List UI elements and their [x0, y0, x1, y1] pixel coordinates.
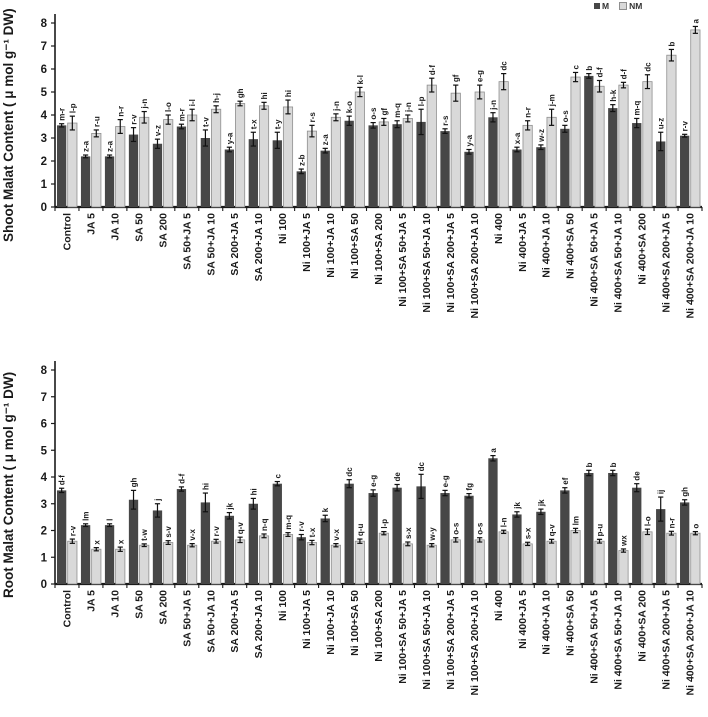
bar-m [249, 504, 258, 584]
bar-nm [68, 541, 77, 584]
bar-m [488, 117, 497, 207]
sig-letter: l-o [643, 516, 653, 527]
category-label: Ni 400+JA 10 [540, 213, 553, 278]
y-tick-label: 0 [40, 202, 47, 215]
bar-m [177, 489, 186, 584]
y-tick-label: 6 [40, 64, 47, 77]
sig-letter: z-a [321, 134, 331, 146]
sig-letter: a [488, 448, 498, 453]
sig-letter: gh [236, 88, 246, 99]
y-tick-label: 1 [40, 179, 47, 192]
bar-m [392, 488, 401, 584]
bar-nm [331, 117, 340, 207]
legend-item-nm [619, 1, 642, 11]
bar-m [464, 496, 473, 584]
sig-letter: dc [499, 61, 509, 71]
bar-m [177, 127, 186, 208]
legend-label-m: M [602, 1, 610, 11]
sig-letter: j-n [403, 102, 413, 112]
sig-letter: t-x [307, 527, 317, 538]
bar-m [345, 484, 354, 584]
sig-letter: d-f [57, 475, 67, 486]
sig-letter: de [632, 471, 642, 481]
sig-letter: y-a [225, 132, 235, 145]
bar-m [105, 525, 114, 584]
bar-nm [619, 85, 628, 207]
bar-nm [116, 549, 125, 584]
sig-letter: l-p [68, 103, 78, 114]
bar-m [512, 150, 521, 208]
bar-m [57, 125, 66, 207]
bar-m [680, 502, 689, 584]
category-label: Ni 100+SA 50+JA 10 [420, 590, 433, 690]
category-label: JA 5 [85, 590, 98, 612]
bar-m [512, 514, 521, 584]
bar-m [297, 171, 306, 207]
sig-letter: m-r [177, 108, 187, 122]
bar-m [488, 458, 497, 584]
y-tick-label: 7 [40, 391, 47, 404]
y-tick-label: 5 [40, 445, 47, 458]
sig-letter: m-q [393, 103, 403, 118]
bar-nm [92, 549, 101, 584]
sig-letter: h-j [212, 93, 222, 103]
sig-letter: dc [417, 461, 427, 472]
bar-m [584, 473, 593, 584]
bar-nm [523, 544, 532, 584]
bar-nm [92, 133, 101, 207]
bar-m [560, 490, 569, 584]
category-label: Control [61, 213, 74, 251]
sig-letter: e-g [441, 475, 451, 488]
sig-letter: m-q [283, 514, 293, 530]
sig-letter: ef [560, 477, 570, 485]
bar-m [632, 123, 641, 207]
sig-letter: l [105, 518, 115, 521]
bar-nm [307, 131, 316, 207]
y-tick-label: 5 [40, 87, 47, 100]
category-label: Ni 400+SA 200+JA 10 [684, 213, 697, 319]
sig-letter: d-f [177, 473, 187, 484]
root-y-axis-title: Root Malat Content ( μ mol g⁻¹ DW) [1, 371, 16, 599]
category-label: SA 50 [133, 213, 146, 242]
bar-nm [691, 533, 700, 584]
sig-letter: n-q [260, 518, 270, 531]
bar-m [680, 136, 689, 207]
bar-m [153, 510, 162, 584]
bar-m [105, 156, 114, 207]
m-series-swatch-icon [594, 3, 600, 9]
bar-nm [667, 55, 676, 207]
category-label: SA 200 [157, 213, 170, 248]
category-label: Ni 400+SA 200 [636, 590, 649, 662]
bar-nm [523, 125, 532, 207]
bar-m [81, 525, 90, 584]
sig-letter: ij [656, 489, 666, 495]
nm-series-swatch-icon [619, 2, 627, 10]
sig-letter: r-v [212, 526, 222, 537]
category-label: JA 10 [109, 590, 122, 618]
y-tick-label: 3 [40, 498, 47, 511]
bar-nm [379, 533, 388, 584]
bar-nm [475, 92, 484, 207]
category-label: Ni 400+SA 50+JA 5 [588, 213, 601, 307]
sig-letter: hi [283, 89, 293, 98]
sig-letter: q-v [547, 524, 557, 537]
sig-letter: gh [680, 486, 690, 497]
category-label: Ni 100+JA 10 [325, 213, 338, 278]
bar-nm [643, 82, 652, 207]
legend [594, 1, 642, 11]
sig-letter: dc [345, 467, 355, 477]
bar-nm [283, 535, 292, 584]
sig-letter: s-v [164, 526, 174, 538]
sig-letter: b [584, 65, 594, 71]
sig-letter: m-r [57, 107, 67, 121]
category-label: Ni 100+SA 50 [349, 590, 362, 656]
bar-m [345, 121, 354, 207]
bar-m [321, 151, 330, 207]
sig-letter: l-o [164, 102, 174, 112]
bar-nm [547, 117, 556, 207]
category-label: Ni 100+SA 200+JA 10 [468, 212, 481, 319]
bar-nm [403, 118, 412, 207]
bar-m [536, 512, 545, 584]
category-label: SA 50+JA 10 [205, 213, 218, 276]
category-label: SA 50+JA 5 [181, 590, 194, 647]
bar-nm [140, 545, 149, 584]
category-label: Ni 100+SA 200+JA 10 [468, 590, 481, 696]
sig-letter: u-z [656, 117, 666, 130]
bar-m [201, 502, 210, 584]
bar-nm [427, 85, 436, 207]
shoot-y-axis-title: Shoot Malat Content ( μ mol g⁻¹ DW) [1, 8, 16, 243]
category-label: Ni 100+SA 200+JA 5 [444, 213, 457, 313]
bar-nm [403, 544, 412, 584]
bar-m [129, 135, 138, 207]
sig-letter: jk [225, 502, 235, 510]
bar-nm [427, 545, 436, 584]
bar-nm [595, 541, 604, 584]
y-tick-label: 8 [40, 18, 47, 31]
sig-letter: z-a [105, 140, 115, 153]
bar-m [440, 493, 449, 584]
bar-m [225, 516, 234, 584]
category-label: Ni 400+SA 200+JA 5 [660, 213, 673, 313]
bar-m [273, 484, 282, 584]
category-label: Ni 100+JA 5 [301, 213, 314, 272]
sig-letter: c [273, 474, 283, 479]
sig-letter: c [571, 64, 581, 70]
category-label: Ni 400 [492, 213, 505, 244]
category-label: JA 5 [85, 213, 98, 235]
sig-letter: x [92, 540, 102, 545]
sig-letter: gf [451, 74, 461, 83]
sig-letter: j-m [547, 94, 557, 107]
sig-letter: hi [249, 488, 259, 496]
bar-nm [259, 536, 268, 584]
category-label: JA 10 [109, 213, 122, 241]
sig-letter: s-x [523, 527, 533, 540]
sig-letter: k-o [345, 101, 355, 114]
sig-letter: r-s [441, 115, 451, 126]
bar-nm [643, 532, 652, 584]
category-label: Ni 100+JA 5 [301, 590, 314, 649]
sig-letter: r-v [680, 121, 690, 132]
sig-letter: jk [512, 502, 522, 509]
bar-nm [211, 109, 220, 207]
bar-nm [187, 545, 196, 584]
category-label: Ni 400+SA 50+JA 5 [588, 590, 601, 684]
sig-letter: wx [619, 535, 629, 546]
sig-letter: o-s [369, 107, 379, 120]
category-label: SA 200+JA 10 [253, 590, 266, 659]
category-label: SA 50+JA 5 [181, 213, 194, 270]
bar-m [608, 473, 617, 584]
sig-letter: r-s [307, 112, 317, 123]
sig-letter: w-z [536, 129, 546, 142]
bar-m [129, 500, 138, 584]
bar-nm [259, 106, 268, 207]
sig-letter: s-x [403, 527, 413, 540]
category-label: Ni 400+SA 200+JA 5 [660, 590, 673, 690]
bar-nm [164, 120, 173, 207]
legend-label-nm: NM [629, 1, 643, 11]
sig-letter: k [321, 507, 331, 513]
sig-letter: x [116, 539, 126, 545]
sig-letter: m-q [632, 100, 642, 116]
sig-letter: gf [379, 107, 389, 116]
y-tick-label: 4 [40, 110, 47, 123]
sig-letter: gh [129, 477, 139, 488]
sig-letter: z-b [297, 154, 307, 167]
bar-nm [355, 541, 364, 584]
category-label: Ni 400+SA 50+JA 10 [612, 213, 625, 313]
sig-letter: d-f [427, 64, 437, 76]
bar-nm [140, 117, 149, 207]
bar-nm [499, 82, 508, 207]
sig-letter: lm [571, 516, 581, 526]
sig-letter: b [667, 41, 677, 47]
sig-letter: jk [536, 499, 546, 507]
sig-letter: o-s [560, 110, 570, 123]
category-label: SA 50+JA 10 [205, 590, 218, 653]
bar-m [632, 488, 641, 584]
category-label: Ni 100 [277, 213, 290, 244]
sig-letter: v-z [153, 125, 163, 137]
category-label: Ni 100+SA 50 [349, 213, 362, 279]
sig-letter: t-x [249, 119, 259, 130]
sig-letter: t-w [140, 529, 150, 541]
bar-m [440, 131, 449, 207]
y-tick-label: 2 [40, 156, 47, 169]
category-label: Ni 400+JA 5 [516, 213, 529, 272]
sig-letter: b [608, 462, 618, 468]
category-label: SA 200+JA 5 [229, 590, 242, 653]
sig-letter: v-x [331, 529, 341, 541]
sig-letter: z-a [81, 140, 91, 153]
sig-letter: a [691, 18, 701, 24]
bar-nm [451, 93, 460, 207]
category-label: Ni 100 [277, 590, 290, 621]
sig-letter: v-x [188, 529, 198, 541]
sig-letter: r-u [92, 116, 102, 127]
category-label: Ni 400+SA 200 [636, 213, 649, 285]
sig-letter: o-s [451, 522, 461, 535]
sig-letter: e-g [369, 474, 379, 487]
bar-nm [499, 532, 508, 584]
bar-nm [547, 541, 556, 584]
sig-letter: r-v [297, 521, 307, 532]
category-label: Control [61, 590, 74, 628]
bar-nm [475, 540, 484, 584]
bar-m [201, 138, 210, 207]
bar-m [321, 518, 330, 584]
bar-m [153, 144, 162, 207]
category-label: Ni 400+JA 5 [516, 590, 529, 649]
y-tick-label: 7 [40, 41, 47, 54]
category-label: SA 200 [157, 590, 170, 625]
sig-letter: w-y [427, 527, 437, 541]
category-label: Ni 100+SA 200+JA 5 [444, 590, 457, 690]
sig-letter: d-f [595, 67, 605, 78]
bar-nm [211, 541, 220, 584]
sig-letter: j-n [140, 98, 150, 109]
bar-m [81, 156, 90, 207]
legend-item-m [594, 1, 609, 11]
bar-nm [691, 30, 700, 207]
sig-letter: r-v [129, 114, 139, 125]
sig-letter: e-g [475, 70, 485, 83]
bar-m [656, 141, 665, 207]
y-tick-label: 6 [40, 418, 47, 431]
bar-m [297, 537, 306, 584]
sig-letter: l-p [379, 518, 389, 529]
bar-nm [116, 127, 125, 208]
sig-letter: h-k [608, 89, 618, 102]
category-label: SA 50 [133, 590, 146, 619]
bar-nm [379, 122, 388, 207]
category-label: Ni 400 [492, 590, 505, 621]
sig-letter: j-n [331, 101, 341, 111]
bar-m [225, 150, 234, 208]
sig-letter: q-v [236, 522, 246, 535]
sig-letter: d-f [619, 69, 629, 80]
bar-m [369, 125, 378, 207]
sig-letter: o [691, 523, 701, 529]
bar-m [584, 76, 593, 207]
sig-letter: j-n [488, 99, 498, 110]
sig-letter: l-n [499, 517, 509, 528]
category-label: Ni 100+JA 10 [325, 590, 338, 655]
sig-letter: o-s [475, 522, 485, 535]
bar-nm [595, 86, 604, 207]
sig-letter: lm [81, 511, 91, 521]
category-label: Ni 100+SA 200 [373, 590, 385, 662]
bar-nm [307, 543, 316, 584]
sig-letter: fg [465, 483, 475, 491]
sig-letter: y-a [465, 134, 475, 147]
sig-letter: t-y [273, 119, 283, 130]
category-label: Ni 100+SA 50+JA 10 [420, 212, 433, 313]
sig-letter: r-v [68, 525, 78, 537]
y-tick-label: 3 [40, 133, 47, 146]
sig-letter: hi [260, 92, 270, 100]
bar-m [249, 139, 258, 207]
bar-nm [235, 540, 244, 584]
bar-nm [235, 104, 244, 208]
sig-letter: n-r [116, 105, 126, 117]
y-tick-label: 2 [40, 525, 47, 538]
y-tick-label: 0 [40, 579, 47, 592]
category-label: Ni 400+SA 50 [564, 213, 577, 279]
sig-letter: n-r [523, 107, 533, 118]
sig-letter: x-a [512, 132, 522, 145]
bar-m [416, 486, 425, 584]
sig-letter: de [393, 472, 403, 482]
bar-m [392, 124, 401, 207]
bar-m [464, 152, 473, 207]
bar-nm [187, 115, 196, 207]
bar-nm [283, 107, 292, 207]
bar-m [536, 147, 545, 207]
category-label: Ni 100+SA 200 [373, 213, 385, 285]
sig-letter: b [584, 462, 594, 468]
category-label: Ni 400+SA 50+JA 10 [612, 590, 625, 690]
sig-letter: l-p [417, 96, 427, 107]
sig-letter: t-v [201, 117, 211, 127]
category-label: Ni 400+SA 200+JA 10 [684, 590, 697, 696]
bar-m [57, 490, 66, 584]
bar-m [560, 129, 569, 207]
bar-nm [667, 533, 676, 584]
bar-nm [571, 77, 580, 207]
sig-letter: n-r [667, 517, 677, 529]
sig-letter: k-l [355, 75, 365, 85]
y-tick-label: 4 [40, 472, 47, 485]
y-tick-label: 1 [40, 552, 47, 565]
category-label: Ni 400+JA 10 [540, 590, 553, 655]
bar-nm [571, 531, 580, 585]
y-tick-label: 8 [40, 365, 47, 378]
bar-nm [164, 543, 173, 584]
bar-m [273, 140, 282, 207]
category-label: SA 200+JA 5 [229, 213, 242, 276]
sig-letter: hi [201, 482, 211, 491]
sig-letter: p-u [595, 523, 605, 537]
category-label: Ni 100+SA 50+JA 5 [396, 213, 409, 307]
bar-nm [619, 551, 628, 584]
bar-nm [451, 540, 460, 584]
sig-letter: j [153, 498, 163, 501]
sig-letter: dc [643, 62, 653, 72]
bar-nm [68, 123, 77, 207]
bar-nm [331, 545, 340, 584]
category-label: Ni 100+SA 50+JA 5 [396, 590, 409, 684]
bar-m [608, 108, 617, 207]
sig-letter: q-u [355, 523, 365, 537]
sig-letter: i-l [188, 99, 198, 107]
category-label: SA 200+JA 10 [253, 213, 266, 282]
bar-nm [355, 92, 364, 207]
bar-m [369, 493, 378, 584]
category-label: Ni 400+SA 50 [564, 590, 577, 656]
